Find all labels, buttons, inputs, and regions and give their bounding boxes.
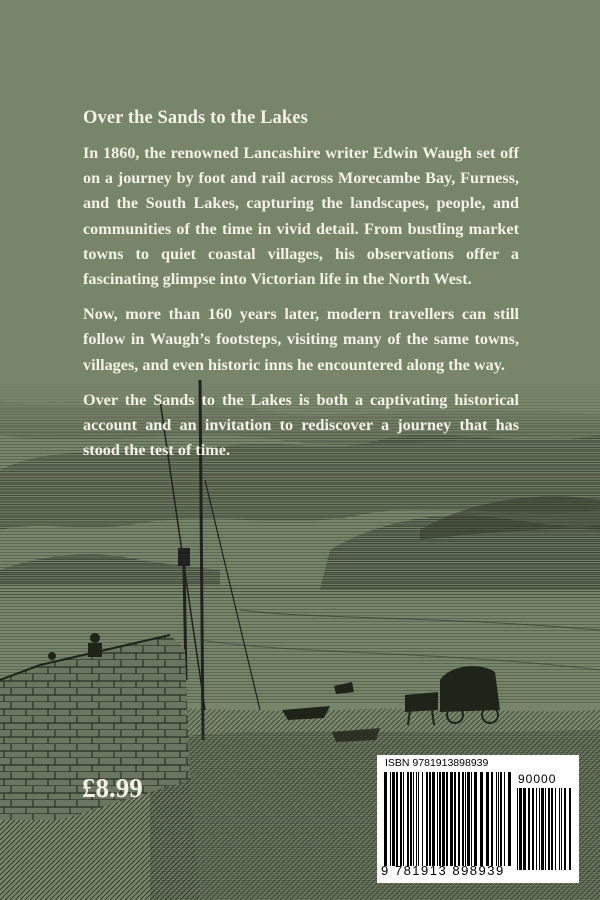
barcode-bar bbox=[500, 772, 502, 866]
barcode-bar bbox=[555, 788, 556, 870]
barcode-addon-bars bbox=[516, 788, 572, 870]
blurb-heading: Over the Sands to the Lakes bbox=[83, 108, 308, 128]
blurb-paragraph-2: Now, more than 160 years later, modern travellers can still follow in Waugh’s footsteps, visiting many of the same towns, villages, and even historic inns he encountered along the way. bbox=[83, 305, 519, 374]
barcode-bar bbox=[450, 772, 453, 866]
barcode-bar bbox=[480, 772, 483, 866]
barcode-bar bbox=[392, 772, 395, 866]
barcode-bar bbox=[471, 772, 472, 866]
barcode-bar bbox=[539, 788, 540, 870]
barcode-bar bbox=[541, 788, 544, 870]
barcode-bar bbox=[439, 772, 441, 866]
barcode-bar bbox=[426, 772, 428, 866]
barcode-bar bbox=[390, 772, 391, 866]
barcode-bar bbox=[486, 772, 489, 866]
barcode-bar bbox=[498, 772, 499, 866]
barcode-digits: 9 781913 898939 bbox=[381, 863, 505, 878]
barcode-bar bbox=[413, 772, 414, 866]
barcode-bar bbox=[458, 772, 460, 866]
barcode-bar bbox=[508, 772, 511, 866]
barcode-bar bbox=[536, 788, 537, 870]
blurb-paragraph-3: Over the Sands to the Lakes is both a captivating historical account and an invitation to rediscover a journey that has stood the test of time. bbox=[83, 390, 519, 460]
barcode-bar bbox=[465, 772, 466, 866]
barcode-bar bbox=[429, 772, 431, 866]
barcode-bar bbox=[422, 772, 423, 866]
blurb-paragraph-1: In 1860, the renowned Lancashire writer Edwin Waugh set off on a journey by foot and rail across Morecambe Bay, Furness, and the South Lakes, capturing the landscapes, people, and communities of the time in vivid detail. From bustling market towns to quiet coastal villages, his observations offer a fascinating glimpse into Victorian life in the North West. bbox=[83, 144, 519, 289]
barcode-bar bbox=[569, 788, 571, 870]
barcode-bar bbox=[474, 772, 477, 866]
blurb bbox=[83, 108, 519, 473]
isbn-barcode bbox=[377, 755, 579, 883]
barcode-bar bbox=[462, 772, 464, 866]
barcode-bar bbox=[564, 788, 566, 870]
price-label: £8.99 bbox=[82, 773, 143, 803]
barcode-addon-code: 90000 bbox=[518, 772, 557, 786]
barcode-bar bbox=[400, 772, 402, 866]
barcode-bar bbox=[396, 772, 398, 866]
barcode-bar bbox=[491, 772, 493, 866]
barcode-bar bbox=[384, 772, 387, 866]
barcode-bar bbox=[504, 772, 505, 866]
barcode-bar bbox=[551, 788, 553, 870]
barcode-bar bbox=[519, 788, 522, 870]
barcode-bar bbox=[517, 788, 518, 870]
barcode-bar bbox=[561, 788, 562, 870]
barcode-bar bbox=[467, 772, 470, 866]
barcode-bar bbox=[523, 788, 526, 870]
barcode-bar bbox=[442, 772, 445, 866]
barcode-bar bbox=[410, 772, 412, 866]
barcode-bar bbox=[559, 788, 560, 870]
barcode-bar bbox=[446, 772, 448, 866]
barcode-bar bbox=[416, 772, 417, 866]
barcode-bar bbox=[407, 772, 409, 866]
barcode-bar bbox=[454, 772, 456, 866]
barcode-bar bbox=[545, 788, 546, 870]
barcode-bar bbox=[432, 772, 435, 866]
barcode-bar bbox=[532, 788, 534, 870]
barcode-bar bbox=[418, 772, 419, 866]
barcode-bar bbox=[403, 772, 404, 866]
barcode-bar bbox=[437, 772, 438, 866]
barcode-bar bbox=[496, 772, 497, 866]
barcode-bars bbox=[383, 772, 514, 866]
isbn-label: ISBN 9781913898939 bbox=[385, 757, 489, 769]
barcode-bar bbox=[528, 788, 530, 870]
barcode-bar bbox=[548, 788, 550, 870]
